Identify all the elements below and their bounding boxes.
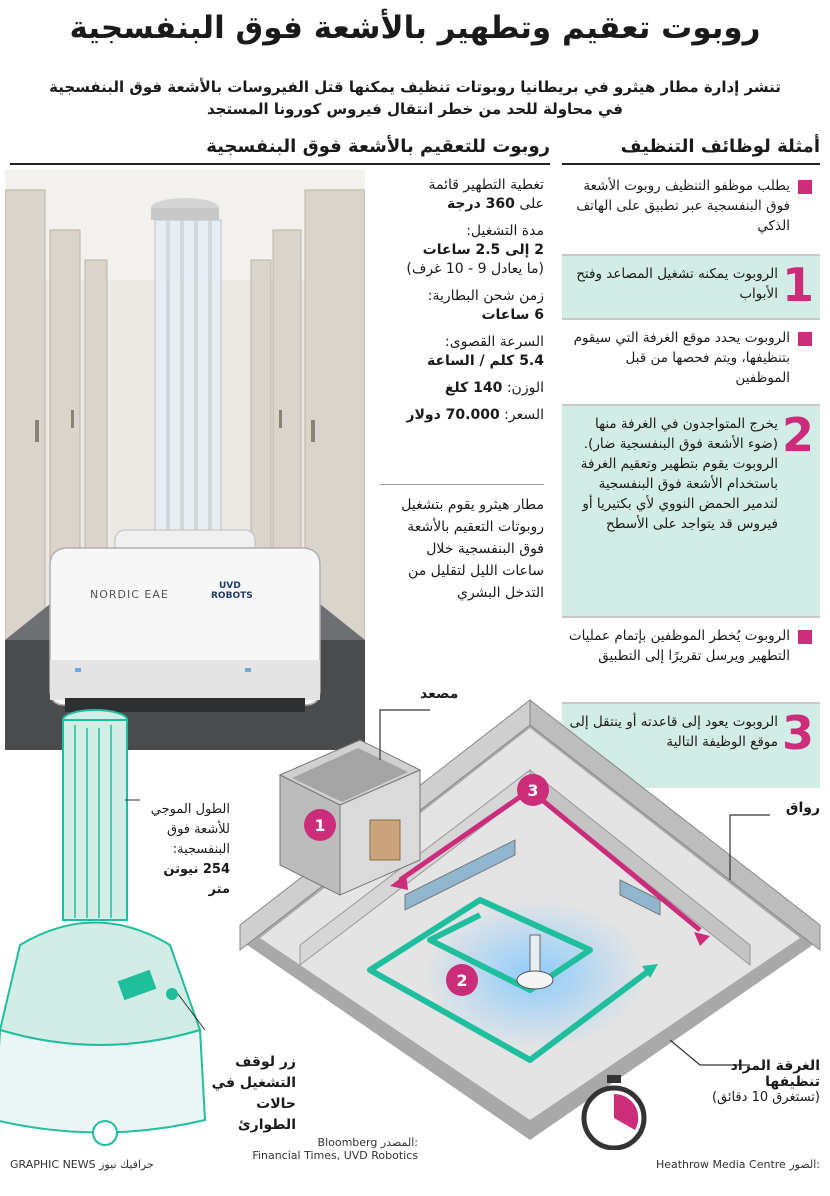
marker-3 bbox=[517, 774, 549, 806]
spec-weight: الوزن: 140 كلغ bbox=[444, 380, 544, 396]
spec-price: السعر: 70.000 دولار bbox=[406, 407, 544, 423]
room-label: الغرفة المراد تنظيفها (تستغرق 10 دقائق) bbox=[711, 1058, 820, 1105]
robot-photo bbox=[5, 170, 365, 750]
step-number: 1 bbox=[781, 258, 814, 312]
spec-charge: زمن شحن البطارية: 6 ساعات bbox=[427, 288, 544, 323]
spec-runtime: مدة التشغيل: 2 إلى 2.5 ساعات (ما يعادل 9 - 10 غرف) bbox=[406, 223, 544, 277]
robot-brand-text: NORDIC EAE bbox=[90, 588, 169, 601]
specs-divider bbox=[380, 484, 544, 485]
page-subtitle bbox=[20, 76, 810, 120]
corridor-label: رواق bbox=[785, 800, 820, 816]
step-number: 3 bbox=[781, 706, 814, 760]
marker-1 bbox=[304, 809, 336, 841]
photo-credit: Heathrow Media Centre الصور: bbox=[655, 1158, 820, 1171]
step-3: 3 الروبوت يعود إلى قاعدته أو ينتقل إلى موقع الوظيفة التالية bbox=[562, 704, 820, 788]
section-divider-left bbox=[10, 163, 550, 165]
emergency-stop-label: زر لوقف التشغيل في حالات الطوارئ bbox=[211, 1054, 296, 1133]
svg-text:2: 2 bbox=[456, 971, 468, 990]
svg-text:1: 1 bbox=[314, 816, 326, 835]
agency-credit: GRAPHIC NEWS جرافيك نيوز bbox=[10, 1158, 154, 1171]
elevator-label: مصعد bbox=[420, 686, 459, 702]
page-title: روبوت تعقيم وتطهير بالأشعة فوق البنفسجية bbox=[69, 10, 761, 46]
steps-section-title: أمثلة لوظائف التنظيف bbox=[620, 136, 820, 157]
emergency-stop-icon bbox=[166, 988, 178, 1000]
step-bullet-square bbox=[798, 180, 812, 194]
step-1: 1 الروبوت يمكنه تشغيل المصاعد وفتح الأبواب bbox=[562, 256, 820, 318]
step-bullet-square bbox=[798, 332, 812, 346]
step-2: 2 يخرج المتواجدون في الغرفة منها (ضوء الأشعة فوق البنفسجية ضار). الروبوت يقوم بتطهير وتعقيم الغرفة باستخدام الأشعة فوق البنفسجية لتدمير الحمض النووي لأي بكتيريا أو فيروس قد يتواجد على الأسطح bbox=[562, 406, 820, 616]
uvd-logo-line-2: ROBOTS bbox=[211, 591, 253, 601]
robot-section-title: روبوت للتعقيم بالأشعة فوق البنفسجية bbox=[206, 136, 550, 157]
spec-speed: السرعة القصوى: 5.4 كلم / الساعة bbox=[427, 334, 544, 369]
heathrow-narrative: مطار هيثرو يقوم بتشغيل روبوتات التعقيم بالأشعة فوق البنفسجية خلال ساعات الليل لتقليل من التدخل البشري bbox=[401, 497, 544, 601]
svg-text:3: 3 bbox=[527, 781, 539, 800]
subtitle-line-2: في محاولة للحد من خطر انتقال فيروس كورونا المستجد bbox=[206, 100, 623, 118]
step-number: 2 bbox=[781, 408, 814, 462]
wavelength-label: الطول الموجي للأشعة فوق البنفسجية: 254 نيوتن متر bbox=[150, 802, 230, 897]
marker-2 bbox=[446, 964, 478, 996]
uvd-logo-line-1: UVD bbox=[219, 581, 241, 591]
robot-specs bbox=[372, 176, 544, 433]
step-bullet-square bbox=[798, 630, 812, 644]
step-request: يطلب موظفو التنظيف روبوت الأشعة فوق البنفسجية عبر تطبيق على الهاتف الذكي bbox=[562, 168, 820, 254]
section-divider-right bbox=[562, 163, 820, 165]
source-credit: Bloomberg المصدر: Financial Times, UVD Robotics bbox=[252, 1136, 418, 1162]
spec-coverage: تغطية التطهير قائمة على 360 درجة bbox=[428, 177, 544, 212]
subtitle-line-1: تنشر إدارة مطار هيثرو في بريطانيا روبوتات تنظيف يمكنها قتل الفيروسات بالأشعة فوق البنفسجية bbox=[49, 78, 781, 96]
step-notify: الروبوت يُخطر الموظفين بإتمام عمليات التطهير ويرسل تقريرًا إلى التطبيق bbox=[562, 618, 820, 702]
step-locate: الروبوت يحدد موقع الغرفة التي سيقوم بتنظيفها، ويتم فحصها من قبل الموظفين bbox=[562, 320, 820, 404]
